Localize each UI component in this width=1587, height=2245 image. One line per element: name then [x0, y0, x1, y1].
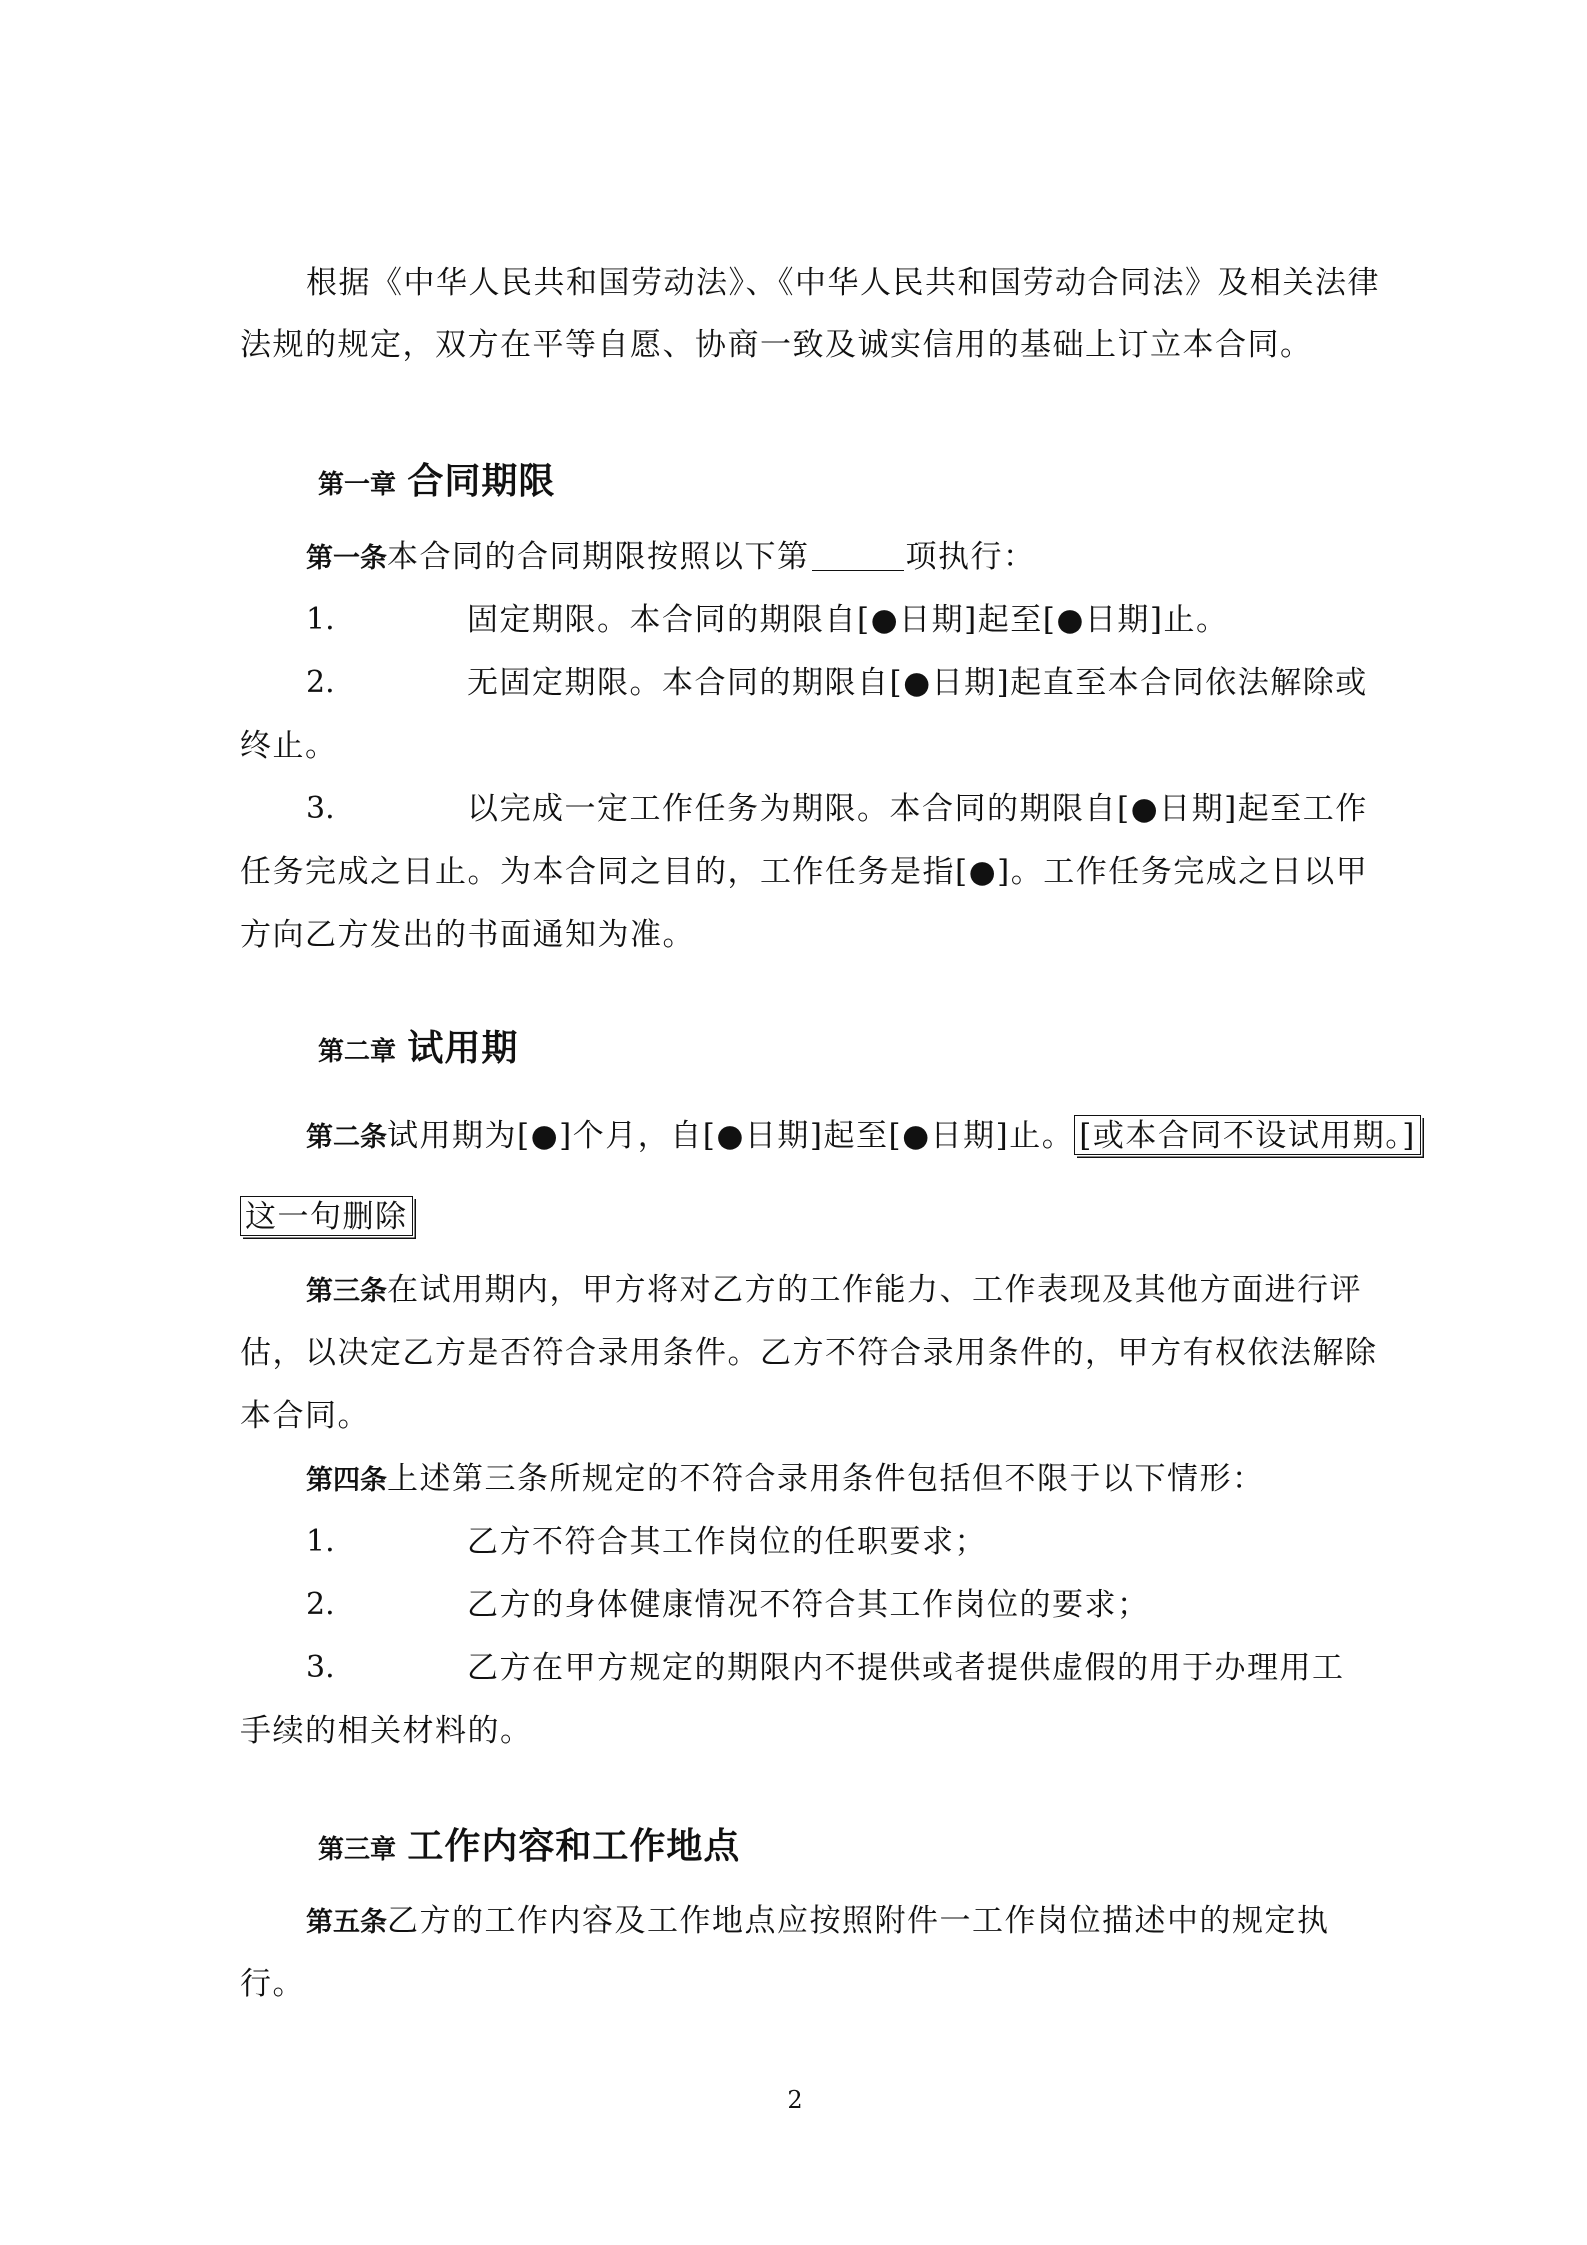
article-5-line-1: [306, 1901, 1330, 1943]
article-3-line-1: [306, 1270, 1362, 1312]
chapter-3-heading: [318, 1826, 740, 1870]
item-number: 1.: [306, 602, 335, 637]
chapter-1-label: 第一章: [318, 470, 397, 500]
article-3-line-3: 本合同。: [240, 1398, 370, 1434]
article-5-label: 第五条: [306, 1907, 387, 1938]
item-number: 3.: [306, 791, 335, 826]
item-text: 乙方在甲方规定的期限内不提供或者提供虚假的用于办理用工: [467, 1650, 1345, 1686]
item-text: 无固定期限。本合同的期限自[●日期]起直至本合同依法解除或: [467, 665, 1368, 701]
item-text-continued: 方向乙方发出的书面通知为准。: [240, 917, 695, 953]
item-text: 乙方的身体健康情况不符合其工作岗位的要求；: [467, 1587, 1150, 1623]
article-2-label: 第二条: [306, 1122, 387, 1153]
article-4-label: 第四条: [306, 1465, 387, 1496]
chapter-2-title: 试用期: [407, 1027, 519, 1069]
page-number: 2: [787, 2086, 803, 2114]
item-number: 3.: [306, 1650, 335, 1685]
article-4: [306, 1459, 1265, 1501]
item-text: 乙方不符合其工作岗位的任职要求；: [467, 1524, 987, 1560]
intro-line-2: 法规的规定，双方在平等自愿、协商一致及诚实信用的基础上订立本合同。: [240, 327, 1313, 363]
chapter-1-heading: [318, 461, 555, 505]
item-number: 1.: [306, 1524, 335, 1559]
article-2: [306, 1116, 1421, 1158]
item-text: 以完成一定工作任务为期限。本合同的期限自[●日期]起至工作: [467, 791, 1368, 827]
chapter-3-label: 第三章: [318, 1835, 397, 1865]
article-2-text: 试用期为[●]个月，自[●日期]起至[●日期]止。: [387, 1118, 1075, 1154]
article-1-text-before: 本合同的合同期限按照以下第: [387, 539, 810, 575]
article-3-label: 第三条: [306, 1276, 387, 1307]
article-4-text: 上述第三条所规定的不符合录用条件包括但不限于以下情形：: [387, 1461, 1265, 1497]
intro-line-1: 根据《中华人民共和国劳动法》、《中华人民共和国劳动合同法》及相关法律: [306, 265, 1380, 301]
item-text-continued: 手续的相关材料的。: [240, 1713, 533, 1749]
item-text-continued: 终止。: [240, 728, 338, 764]
document-page: [240, 0, 1416, 2245]
chapter-1-title: 合同期限: [407, 460, 556, 502]
delete-annotation: 这一句删除: [240, 1196, 413, 1236]
article-1: [306, 537, 1036, 579]
item-number: 2.: [306, 1587, 335, 1622]
chapter-2-heading: [318, 1028, 518, 1072]
article-1-label: 第一条: [306, 543, 387, 574]
article-3-text: 在试用期内，甲方将对乙方的工作能力、工作表现及其他方面进行评: [387, 1272, 1362, 1308]
article-5-line-2: 行。: [240, 1966, 305, 2002]
chapter-3-title: 工作内容和工作地点: [407, 1825, 741, 1867]
article-2-annotation: [240, 1197, 413, 1237]
article-5-text: 乙方的工作内容及工作地点应按照附件一工作岗位描述中的规定执: [387, 1903, 1330, 1939]
chapter-2-label: 第二章: [318, 1037, 397, 1067]
item-text-continued: 任务完成之日止。为本合同之目的，工作任务是指[●]。工作任务完成之日以甲: [240, 854, 1369, 890]
item-text: 固定期限。本合同的期限自[●日期]起至[●日期]止。: [467, 602, 1229, 638]
article-1-blank-field: [812, 540, 904, 571]
article-3-line-2: 估，以决定乙方是否符合录用条件。乙方不符合录用条件的，甲方有权依法解除: [240, 1335, 1378, 1371]
article-2-boxed-text: [或本合同不设试用期。]: [1074, 1115, 1421, 1155]
article-1-text-after: 项执行：: [905, 539, 1036, 575]
item-number: 2.: [306, 665, 335, 700]
